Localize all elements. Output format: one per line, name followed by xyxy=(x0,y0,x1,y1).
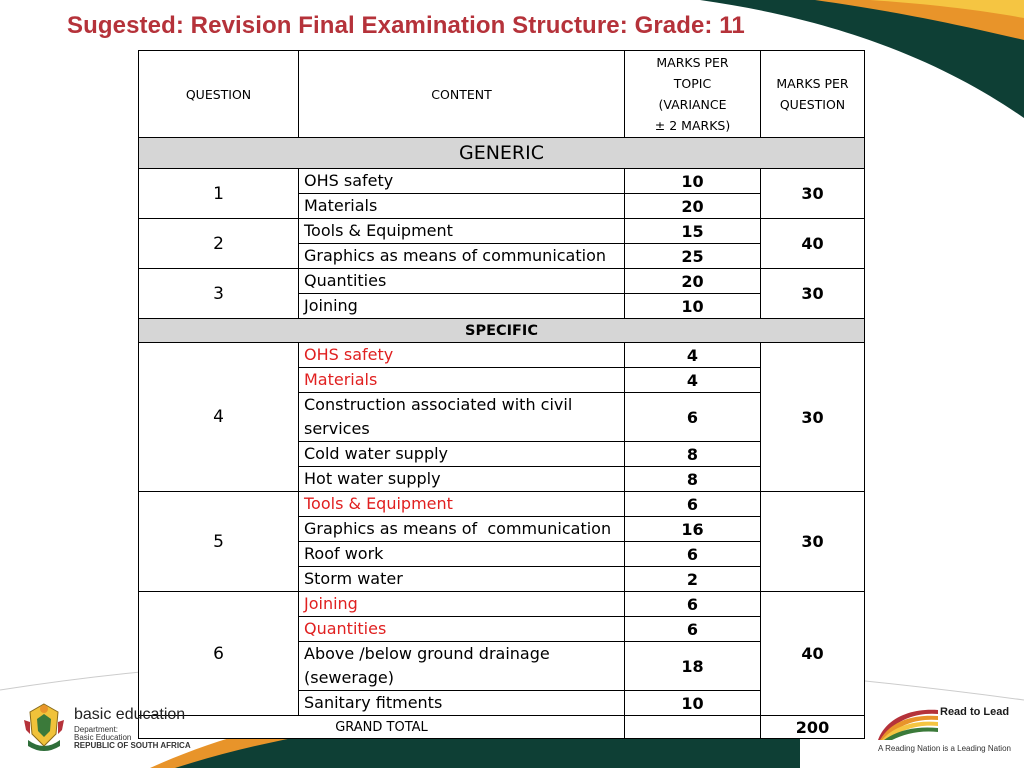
topic-marks: 25 xyxy=(625,244,761,269)
topic-marks: 20 xyxy=(625,194,761,219)
topic-label: Hot water supply xyxy=(299,467,625,492)
table-row xyxy=(139,343,865,368)
question-total: 30 xyxy=(761,269,865,319)
topic-label: OHS safety xyxy=(299,169,625,194)
topic-marks: 8 xyxy=(625,467,761,492)
topic-marks: 6 xyxy=(625,617,761,642)
topic-marks: 6 xyxy=(625,393,761,442)
generic-band-row xyxy=(139,138,865,169)
read-to-lead-tagline: A Reading Nation is a Leading Nation xyxy=(878,744,1011,753)
topic-label: OHS safety xyxy=(299,343,625,368)
topic-label: Quantities xyxy=(299,269,625,294)
topic-marks: 8 xyxy=(625,442,761,467)
topic-marks: 6 xyxy=(625,542,761,567)
brand-country: REPUBLIC OF SOUTH AFRICA xyxy=(74,741,191,750)
question-total: 40 xyxy=(761,219,865,269)
topic-label: Tools & Equipment xyxy=(299,492,625,517)
grand-total-value: 200 xyxy=(761,716,865,739)
topic-label: Materials xyxy=(299,368,625,393)
topic-label: Sanitary fitments xyxy=(299,691,625,716)
generic-band-label: GENERIC xyxy=(139,138,865,169)
header-question: QUESTION xyxy=(139,51,299,138)
read-to-lead-logo xyxy=(876,700,1016,753)
topic-marks: 4 xyxy=(625,343,761,368)
brand-department-name: Basic Education xyxy=(74,733,132,742)
header-marks-per-question: MARKS PER QUESTION xyxy=(761,51,865,138)
grand-total-empty-cell xyxy=(625,716,761,739)
table-row xyxy=(139,269,865,294)
topic-label: Graphics as means of communication xyxy=(299,517,625,542)
topic-marks: 2 xyxy=(625,567,761,592)
topic-marks: 10 xyxy=(625,691,761,716)
question-number: 4 xyxy=(139,343,299,492)
topic-label: Quantities xyxy=(299,617,625,642)
header-row xyxy=(139,51,865,138)
header-content: CONTENT xyxy=(299,51,625,138)
page-title: Sugested: Revision Final Examination Structure: Grade: 11 xyxy=(67,12,745,39)
brand-name: basic education xyxy=(74,706,186,723)
read-to-lead-title: Read to Lead xyxy=(940,706,1010,718)
topic-label: Tools & Equipment xyxy=(299,219,625,244)
topic-marks: 6 xyxy=(625,492,761,517)
topic-label: Materials xyxy=(299,194,625,219)
table-row xyxy=(139,169,865,194)
topic-label: Above /below ground drainage (sewerage) xyxy=(299,642,625,691)
topic-marks: 20 xyxy=(625,269,761,294)
question-total: 30 xyxy=(761,169,865,219)
topic-label: Graphics as means of communication xyxy=(299,244,625,269)
question-number: 2 xyxy=(139,219,299,269)
basic-education-logo xyxy=(22,700,191,760)
question-number: 6 xyxy=(139,592,299,716)
coat-of-arms-icon xyxy=(22,700,66,756)
question-total: 30 xyxy=(761,492,865,592)
brand-department-label: Department: xyxy=(74,725,119,734)
question-number: 5 xyxy=(139,492,299,592)
topic-marks: 16 xyxy=(625,517,761,542)
topic-label: Roof work xyxy=(299,542,625,567)
specific-band-row xyxy=(139,319,865,343)
topic-label: Construction associated with civil services xyxy=(299,393,625,442)
topic-label: Joining xyxy=(299,592,625,617)
table-row xyxy=(139,592,865,617)
table-row xyxy=(139,219,865,244)
topic-marks: 10 xyxy=(625,169,761,194)
exam-structure-table xyxy=(138,50,865,739)
question-number: 3 xyxy=(139,269,299,319)
topic-marks: 10 xyxy=(625,294,761,319)
question-number: 1 xyxy=(139,169,299,219)
grand-total-row xyxy=(139,716,865,739)
header-marks-per-topic: MARKS PER TOPIC (VARIANCE ± 2 MARKS) xyxy=(625,51,761,138)
question-total: 40 xyxy=(761,592,865,716)
question-total: 30 xyxy=(761,343,865,492)
table-row xyxy=(139,492,865,517)
topic-label: Storm water xyxy=(299,567,625,592)
topic-label: Joining xyxy=(299,294,625,319)
topic-label: Cold water supply xyxy=(299,442,625,467)
grand-total-label: GRAND TOTAL xyxy=(139,716,625,739)
topic-marks: 6 xyxy=(625,592,761,617)
topic-marks: 18 xyxy=(625,642,761,691)
topic-marks: 15 xyxy=(625,219,761,244)
specific-band-label: SPECIFIC xyxy=(139,319,865,343)
topic-marks: 4 xyxy=(625,368,761,393)
